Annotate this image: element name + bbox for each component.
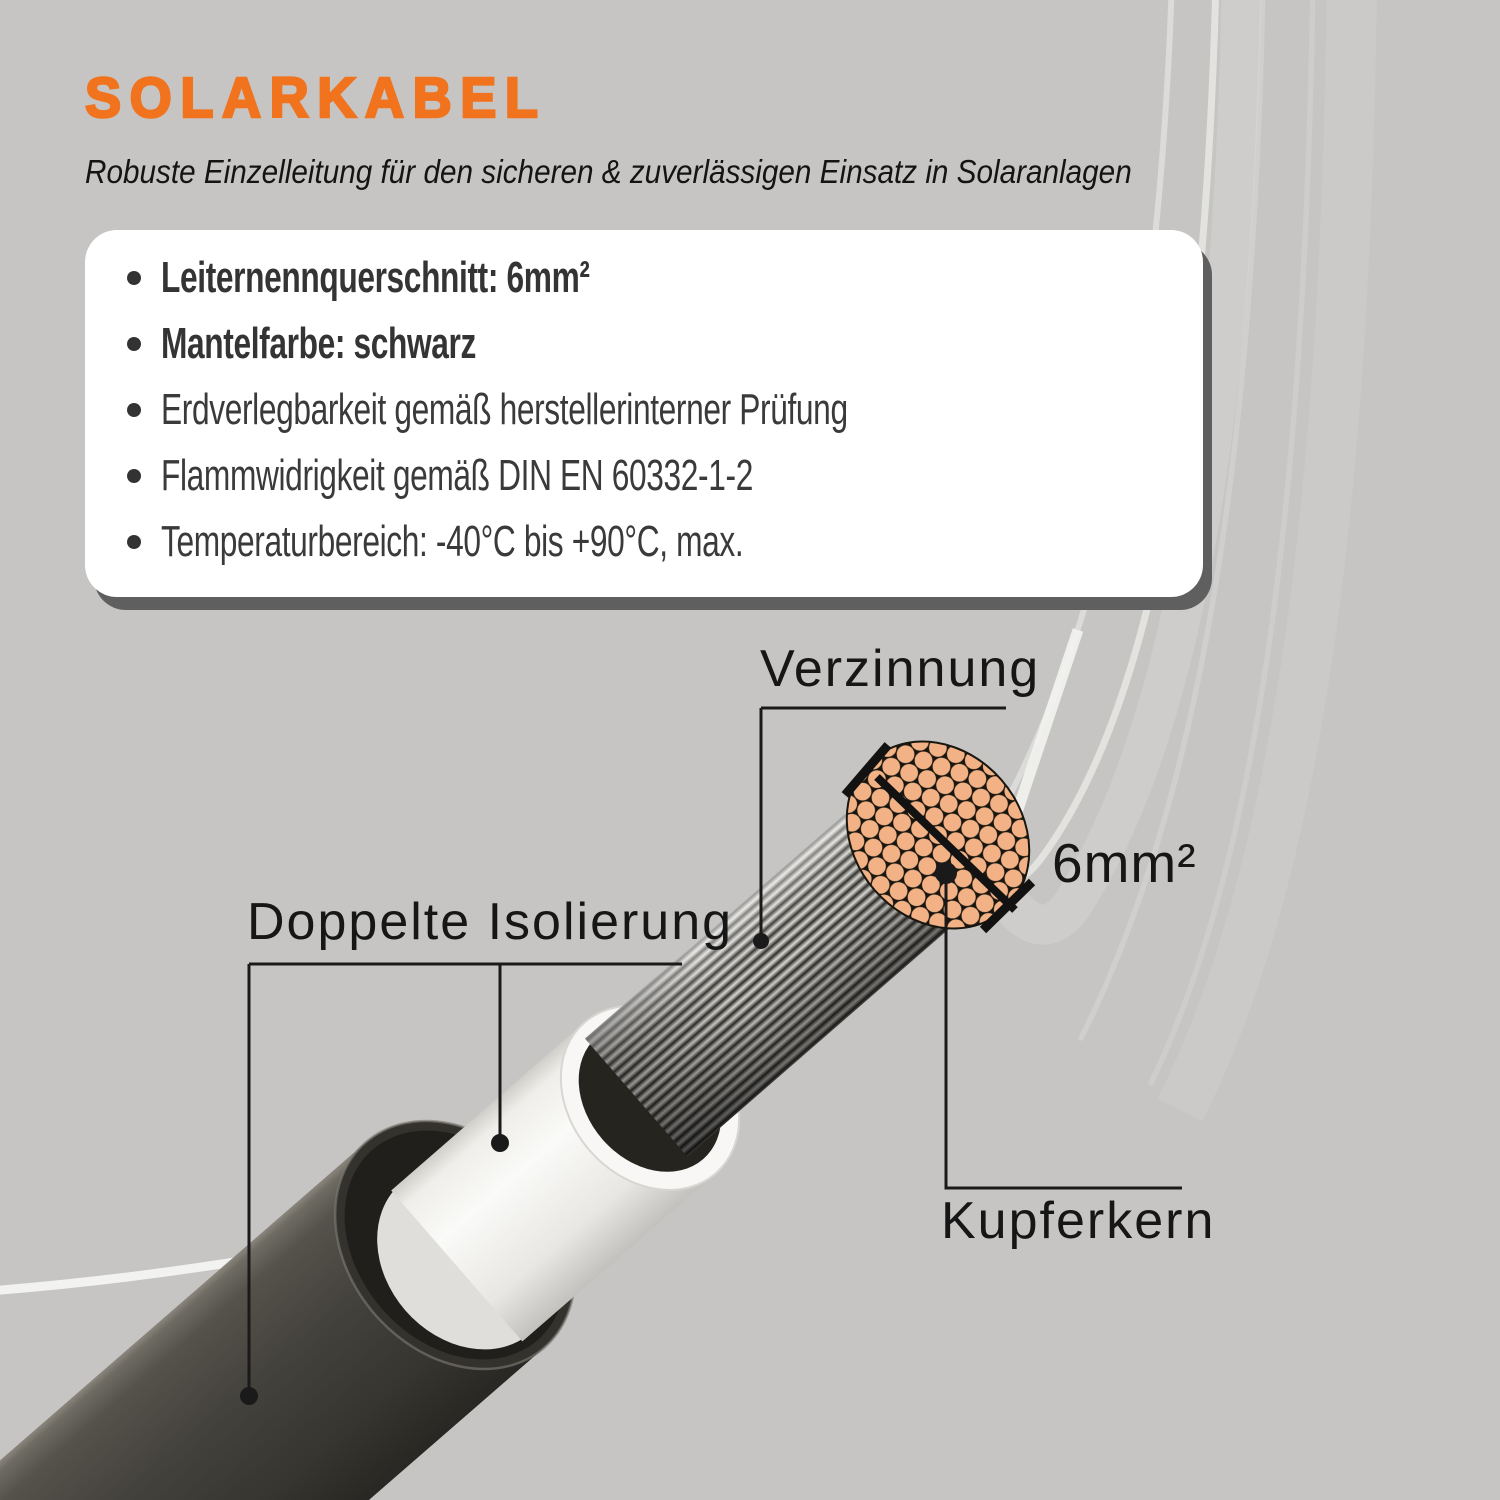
bullet-icon <box>127 469 141 483</box>
label-double-insulation: Doppelte Isolierung <box>247 893 734 951</box>
bullet-icon <box>127 535 141 549</box>
spec-text: Leiternennquerschnitt: 6mm² <box>161 253 590 302</box>
list-item <box>127 443 1203 509</box>
page-title: SOLARKABEL <box>85 66 547 130</box>
list-item <box>127 509 1203 575</box>
list-item <box>127 245 1203 311</box>
bullet-icon <box>127 337 141 351</box>
list-item <box>127 311 1203 377</box>
label-tinning: Verzinnung <box>760 640 1041 698</box>
spec-text: Temperaturbereich: -40°C bis +90°C, max. <box>161 517 744 566</box>
label-cross-section-area: 6mm² <box>1052 832 1197 894</box>
list-item <box>127 377 1203 443</box>
spec-text: Erdverlegbarkeit gemäß herstellerinterner Prüfung <box>161 385 848 434</box>
spec-text: Flammwidrigkeit gemäß DIN EN 60332-1-2 <box>161 451 753 500</box>
page-subtitle: Robuste Einzelleitung für den sicheren & zuverlässigen Einsatz in Solaranlagen <box>85 153 1132 190</box>
header <box>85 66 1248 191</box>
spec-list <box>127 245 1203 575</box>
spec-text: Mantelfarbe: schwarz <box>161 319 476 368</box>
label-copper-core: Kupferkern <box>941 1192 1216 1250</box>
spec-card <box>85 230 1203 597</box>
bullet-icon <box>127 403 141 417</box>
bullet-icon <box>127 271 141 285</box>
